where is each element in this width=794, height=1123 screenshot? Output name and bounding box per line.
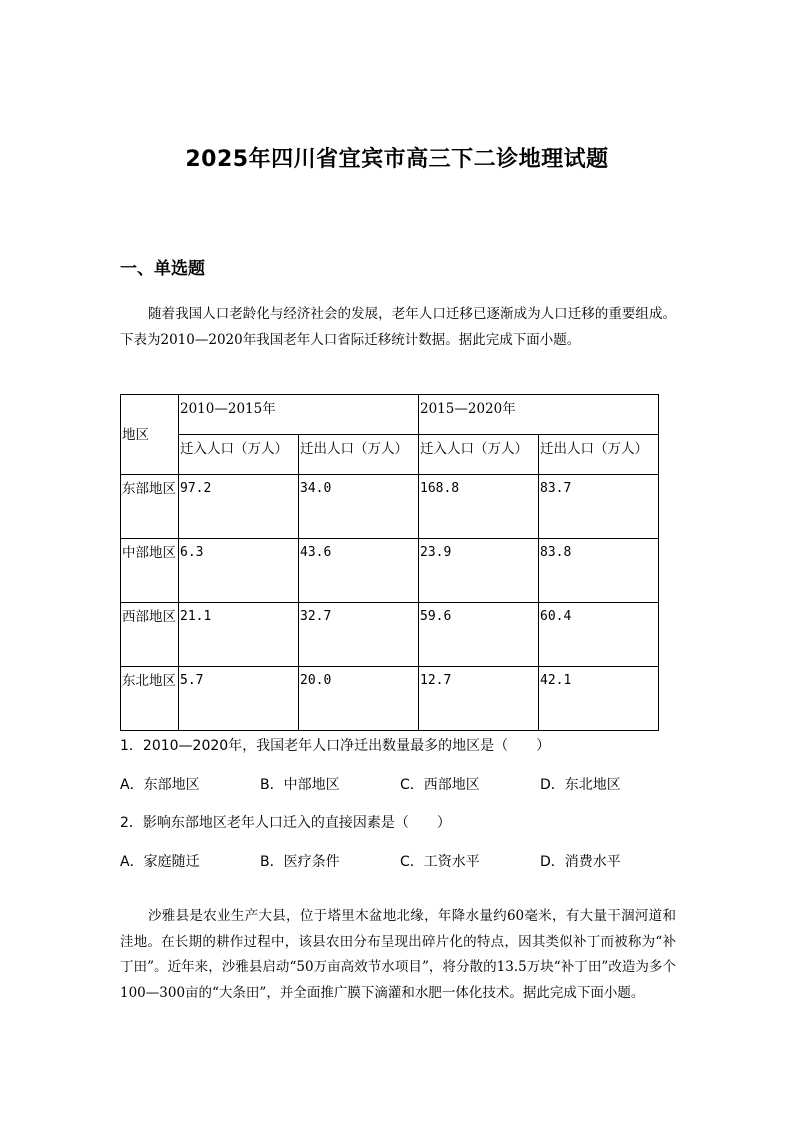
value-cell: 20.0 [299,667,419,731]
subheader-out: 迁出人口（万人） [539,435,659,475]
region-cell: 中部地区 [121,539,179,603]
option-b[interactable]: B．中部地区 [260,777,340,793]
value-cell: 32.7 [299,603,419,667]
region-cell: 东北地区 [121,667,179,731]
table-row [121,475,659,539]
region-cell: 西部地区 [121,603,179,667]
value-cell: 12.7 [419,667,539,731]
value-cell: 21.1 [179,603,299,667]
table-row [121,603,659,667]
question-2-stem: 2．影响东部地区老年人口迁入的直接因素是（ ） [120,815,451,831]
table-header-row [121,395,659,435]
option-c[interactable]: C．西部地区 [400,777,480,793]
section-heading: 一、单选题 [120,259,205,279]
value-cell: 34.0 [299,475,419,539]
value-cell: 43.6 [299,539,419,603]
option-d[interactable]: D．消费水平 [540,854,621,870]
header-period-2: 2015—2020年 [419,395,659,435]
option-a[interactable]: A．东部地区 [120,777,200,793]
option-b[interactable]: B．医疗条件 [260,854,340,870]
passage-paragraph-1: 随着我国人口老龄化与经济社会的发展，老年人口迁移已逐渐成为人口迁移的重要组成。下表为2010—2020年我国老年人口省际迁移统计数据。据此完成下面小题。 [120,306,676,348]
table-row [121,539,659,603]
subheader-in: 迁入人口（万人） [419,435,539,475]
page-title: 2025年四川省宜宾市高三下二诊地理试题 [185,147,609,172]
option-a[interactable]: A．家庭随迁 [120,854,200,870]
value-cell: 5.7 [179,667,299,731]
value-cell: 168.8 [419,475,539,539]
value-cell: 97.2 [179,475,299,539]
option-d[interactable]: D．东北地区 [540,777,621,793]
value-cell: 60.4 [539,603,659,667]
value-cell: 59.6 [419,603,539,667]
region-cell: 东部地区 [121,475,179,539]
value-cell: 6.3 [179,539,299,603]
subheader-out: 迁出人口（万人） [299,435,419,475]
header-period-1: 2010—2015年 [179,395,419,435]
question-1-stem: 1．2010—2020年，我国老年人口净迁出数量最多的地区是（ ） [120,738,551,754]
value-cell: 42.1 [539,667,659,731]
value-cell: 83.7 [539,475,659,539]
passage-paragraph-2: 沙雅县是农业生产大县，位于塔里木盆地北缘，年降水量约60毫米，有大量干涸河道和洼地。在长期的耕作过程中，该县农田分布呈现出碎片化的特点，因其类似补丁而被称为“补丁田”。近年来，沙雅县启动“50万亩高效节水项目”，将分散的13.5万块“补丁田”改造为多个100—300亩的“大条田”，并全面推广膜下滴灌和水肥一体化技术。据此完成下面小题。 [120,908,676,1001]
header-region: 地区 [121,395,179,475]
subheader-in: 迁入人口（万人） [179,435,299,475]
option-c[interactable]: C．工资水平 [400,854,480,870]
table-row [121,667,659,731]
value-cell: 23.9 [419,539,539,603]
value-cell: 83.8 [539,539,659,603]
table-subheader-row [121,435,659,475]
migration-data-table [120,394,659,731]
